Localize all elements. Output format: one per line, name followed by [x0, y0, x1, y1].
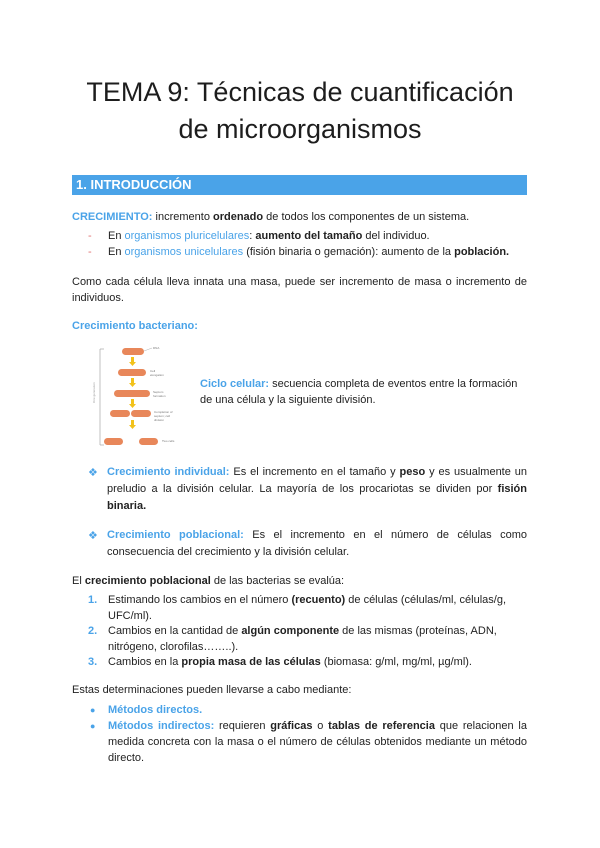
como-paragraph: Como cada célula lleva innata una masa, puede ser incremento de masa o incremento de individuos. [72, 276, 527, 304]
diamond-icon: ❖ [88, 530, 98, 542]
bul1-term: Métodos indirectos: [108, 720, 215, 732]
ol0-post: de células (células/ml, células/g, UFC/ml). [108, 594, 507, 622]
dash2-mid: (fisión binaria o gemación): aumento de la [243, 245, 455, 258]
bul1-b1: gráficas [270, 720, 313, 732]
dash-icon: - [88, 230, 92, 242]
crecimiento-bacteriano-heading: Crecimiento bacteriano: [72, 320, 198, 332]
page-title [0, 74, 600, 148]
ind-b2: fisión binaria. [107, 483, 527, 512]
dash1-pre: En [108, 230, 125, 242]
svg-text:Two cells: Two cells [162, 439, 175, 443]
ind-t1: Es el incremento en el tamaño y [229, 466, 400, 478]
ciclo-term: Ciclo celular: [200, 378, 270, 390]
crec-text-1: incremento [152, 211, 213, 223]
list-item [88, 655, 527, 671]
dash1-mid: : [249, 230, 256, 242]
ol1-post: de las mismas (proteínas, ADN, nitrógeno, clorofilas……..). [108, 625, 497, 653]
diamond-icon: ❖ [88, 467, 98, 479]
bullet-icon: ● [90, 721, 96, 731]
ol2-pre: Cambios en la [108, 656, 182, 668]
list-number: 2. [88, 625, 98, 637]
svg-text:formation: formation [153, 394, 166, 398]
bul1-pre: requieren [214, 720, 271, 732]
svg-text:DNA: DNA [153, 346, 160, 350]
crec-bold: ordenado [213, 211, 264, 223]
list-item [88, 702, 527, 718]
ol2-bold: propia masa de las células [181, 656, 321, 668]
crec-text-2: de todos los componentes de un sistema. [263, 211, 470, 223]
svg-text:septum; cell: septum; cell [154, 414, 171, 418]
ol0-bold: (recuento) [291, 594, 346, 606]
svg-text:Septum: Septum [153, 390, 164, 394]
estas-paragraph: Estas determinaciones pueden llevarse a cabo mediante: [72, 684, 352, 696]
svg-text:Completion of: Completion of [154, 410, 173, 414]
crecimiento-definition [72, 210, 527, 226]
ol2-post: (biomasa: g/ml, mg/ml, µg/ml). [320, 656, 472, 668]
eval-post: de las bacterias se evalúa: [210, 575, 345, 587]
svg-text:division: division [154, 418, 165, 422]
crecimiento-individual [107, 464, 527, 515]
eval-pre: El [72, 575, 85, 587]
bullet-icon: ● [90, 705, 96, 715]
numbered-list [88, 593, 527, 671]
cell-cycle-figure [92, 343, 194, 455]
ind-t2: y es usualmente un preludio a la división celular. La mayoría de los procariotas se dividen por [107, 466, 527, 495]
crecimiento-term: CRECIMIENTO: [72, 211, 153, 223]
bul0-term: Métodos directos. [108, 704, 203, 716]
dash1-bold: aumento del tamaño [255, 230, 363, 242]
list-item [88, 245, 509, 261]
eval-paragraph [72, 574, 527, 590]
dash1-post: del individuo. [362, 230, 430, 242]
dash2-blue: organismos unicelulares [124, 245, 244, 258]
list-item [88, 229, 509, 245]
list-item [88, 718, 527, 766]
list-item [88, 593, 527, 624]
dash1-blue: organismos pluricelulares [124, 230, 250, 242]
list-number: 3. [88, 656, 98, 668]
bullet-list [88, 702, 527, 766]
svg-text:One generation: One generation [92, 382, 96, 403]
ciclo-celular [200, 377, 527, 408]
eval-bold: crecimiento poblacional [84, 575, 211, 587]
ciclo-text: secuencia completa de eventos entre la formación de una célula y la siguiente división. [200, 378, 518, 406]
ol0-pre: Estimando los cambios en el número [108, 594, 292, 606]
dash2-bold: población. [454, 245, 510, 258]
dash2-pre: En [108, 245, 125, 258]
title-line-2: de microorganismos [178, 114, 422, 144]
ol1-pre: Cambios en la cantidad de [108, 625, 242, 637]
ind-b1: peso [399, 466, 426, 478]
title-line-1: TEMA 9: Técnicas de cuantificación [86, 77, 514, 107]
ind-term: Crecimiento individual: [107, 466, 230, 478]
svg-text:elongation: elongation [150, 373, 164, 377]
section-heading-introduccion: 1. INTRODUCCIÓN [72, 175, 527, 195]
crecimiento-poblacional [107, 527, 527, 561]
list-item [88, 624, 527, 655]
svg-text:Cell: Cell [150, 369, 156, 373]
list-number: 1. [88, 594, 98, 606]
pob-term: Crecimiento poblacional: [107, 529, 244, 541]
bul1-post: que relacionen la medida concreta con la masa o el número de células obtenidos mediante un método directo. [108, 720, 527, 764]
bul1-mid: o [312, 720, 329, 732]
dash-list [88, 229, 509, 260]
dash-icon: - [88, 245, 92, 258]
bul1-b2: tablas de referencia [328, 720, 435, 732]
ol1-bold: algún componente [241, 625, 340, 637]
pob-text: Es el incremento en el número de células como consecuencia del crecimiento y la división celular. [107, 529, 527, 558]
